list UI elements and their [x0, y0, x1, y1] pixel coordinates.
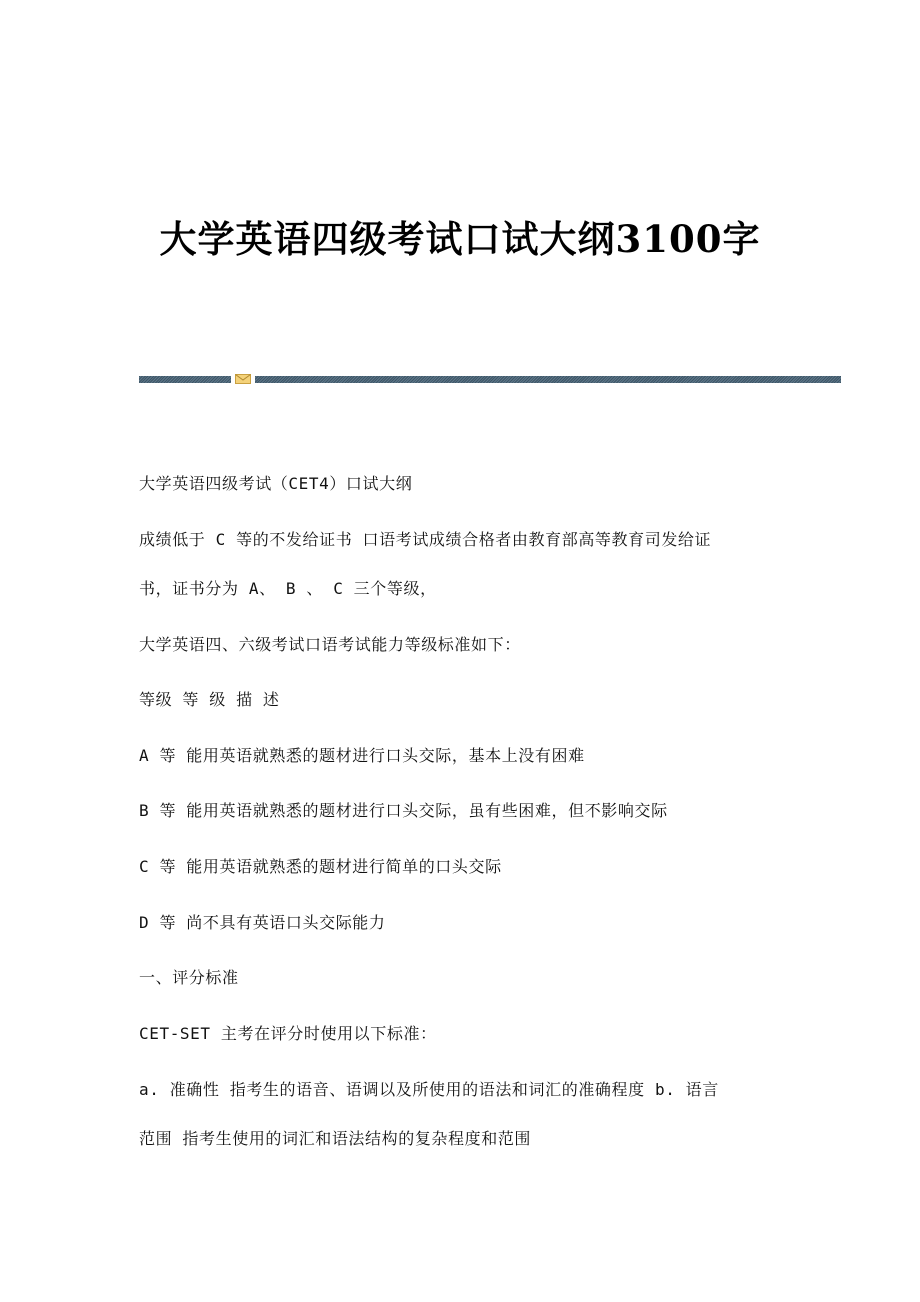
divider-bar-right	[255, 376, 841, 383]
section-heading: 一、评分标准	[139, 968, 239, 987]
paragraph-heading: 大学英语四级考试（CET4）口试大纲	[139, 474, 413, 493]
document-title: 大学英语四级考试口试大纲3100字	[159, 217, 761, 261]
paragraph-line: 大学英语四、六级考试口语考试能力等级标准如下：	[139, 635, 521, 654]
paragraph-line: 书，证书分为 A、 B 、 C 三个等级，	[139, 579, 437, 598]
paragraph-line: 范围 指考生使用的词汇和语法结构的复杂程度和范围	[139, 1129, 532, 1148]
grade-row-d: D 等 尚不具有英语口头交际能力	[139, 913, 386, 932]
grade-row-a: A 等 能用英语就熟悉的题材进行口头交际，基本上没有困难	[139, 746, 585, 765]
envelope-icon	[235, 374, 251, 384]
title-divider	[139, 374, 841, 384]
paragraph-line: CET-SET 主考在评分时使用以下标准：	[139, 1024, 437, 1043]
grade-table-header: 等级 等 级 描 述	[139, 690, 280, 709]
paragraph-line: 成绩低于 C 等的不发给证书 口语考试成绩合格者由教育部高等教育司发给证	[139, 530, 712, 549]
grade-row-c: C 等 能用英语就熟悉的题材进行简单的口头交际	[139, 857, 502, 876]
paragraph-line: a. 准确性 指考生的语音、语调以及所使用的语法和词汇的准确程度 b. 语言	[139, 1080, 719, 1099]
grade-row-b: B 等 能用英语就熟悉的题材进行口头交际，虽有些困难，但不影响交际	[139, 801, 668, 820]
divider-bar-left	[139, 376, 231, 383]
